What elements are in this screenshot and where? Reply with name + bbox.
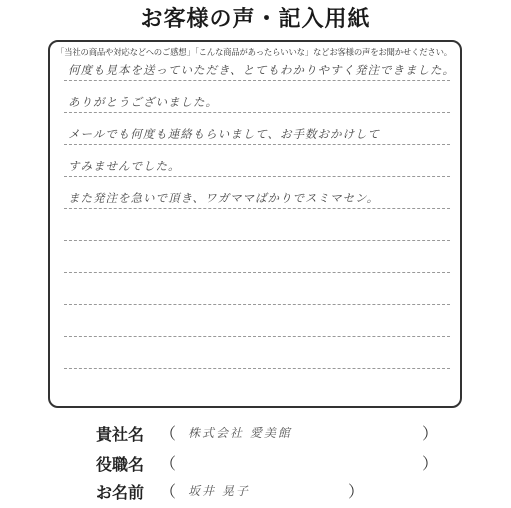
ruled-line (64, 80, 450, 81)
ruled-line (64, 144, 450, 145)
ruled-line (64, 176, 450, 177)
position-paren-open: （ (160, 454, 177, 473)
company-paren-close: ） (422, 424, 439, 443)
ruled-line (64, 240, 450, 241)
ruled-line (64, 336, 450, 337)
handwritten-line: メールでも何度も連絡もらいまして、お手数おかけして (68, 127, 381, 141)
handwritten-line: すみませんでした。 (68, 159, 181, 173)
ruled-line (64, 112, 450, 113)
box-instructions: 「当社の商品や対応などへのご感想」「こんな商品があったらいいな」などお客様の声をお聞かせください。 (56, 47, 452, 57)
position-paren-close: ） (422, 454, 439, 473)
name-label: お名前 (96, 483, 145, 502)
ruled-line (64, 208, 450, 209)
ruled-line (64, 368, 450, 369)
ruled-line (64, 304, 450, 305)
company-value[interactable]: 株式会社 愛美館 (188, 426, 292, 440)
position-label: 役職名 (96, 455, 145, 474)
handwritten-line: 何度も見本を送っていただき、とてもわかりやすく発注できました。 (68, 63, 456, 77)
ruled-line (64, 272, 450, 273)
handwritten-line: ありがとうございました。 (68, 95, 218, 109)
page-title: お客様の声・記入用紙 (140, 7, 371, 32)
company-paren-open: （ (160, 424, 177, 443)
name-paren-close: ） (348, 482, 365, 501)
company-label: 貴社名 (96, 425, 145, 444)
handwritten-line: また発注を急いで頂き、ワガママばかりでスミマセン。 (68, 191, 380, 205)
name-value[interactable]: 坂井 晃子 (188, 484, 250, 498)
name-paren-open: （ (160, 482, 177, 501)
comment-box (48, 40, 462, 408)
